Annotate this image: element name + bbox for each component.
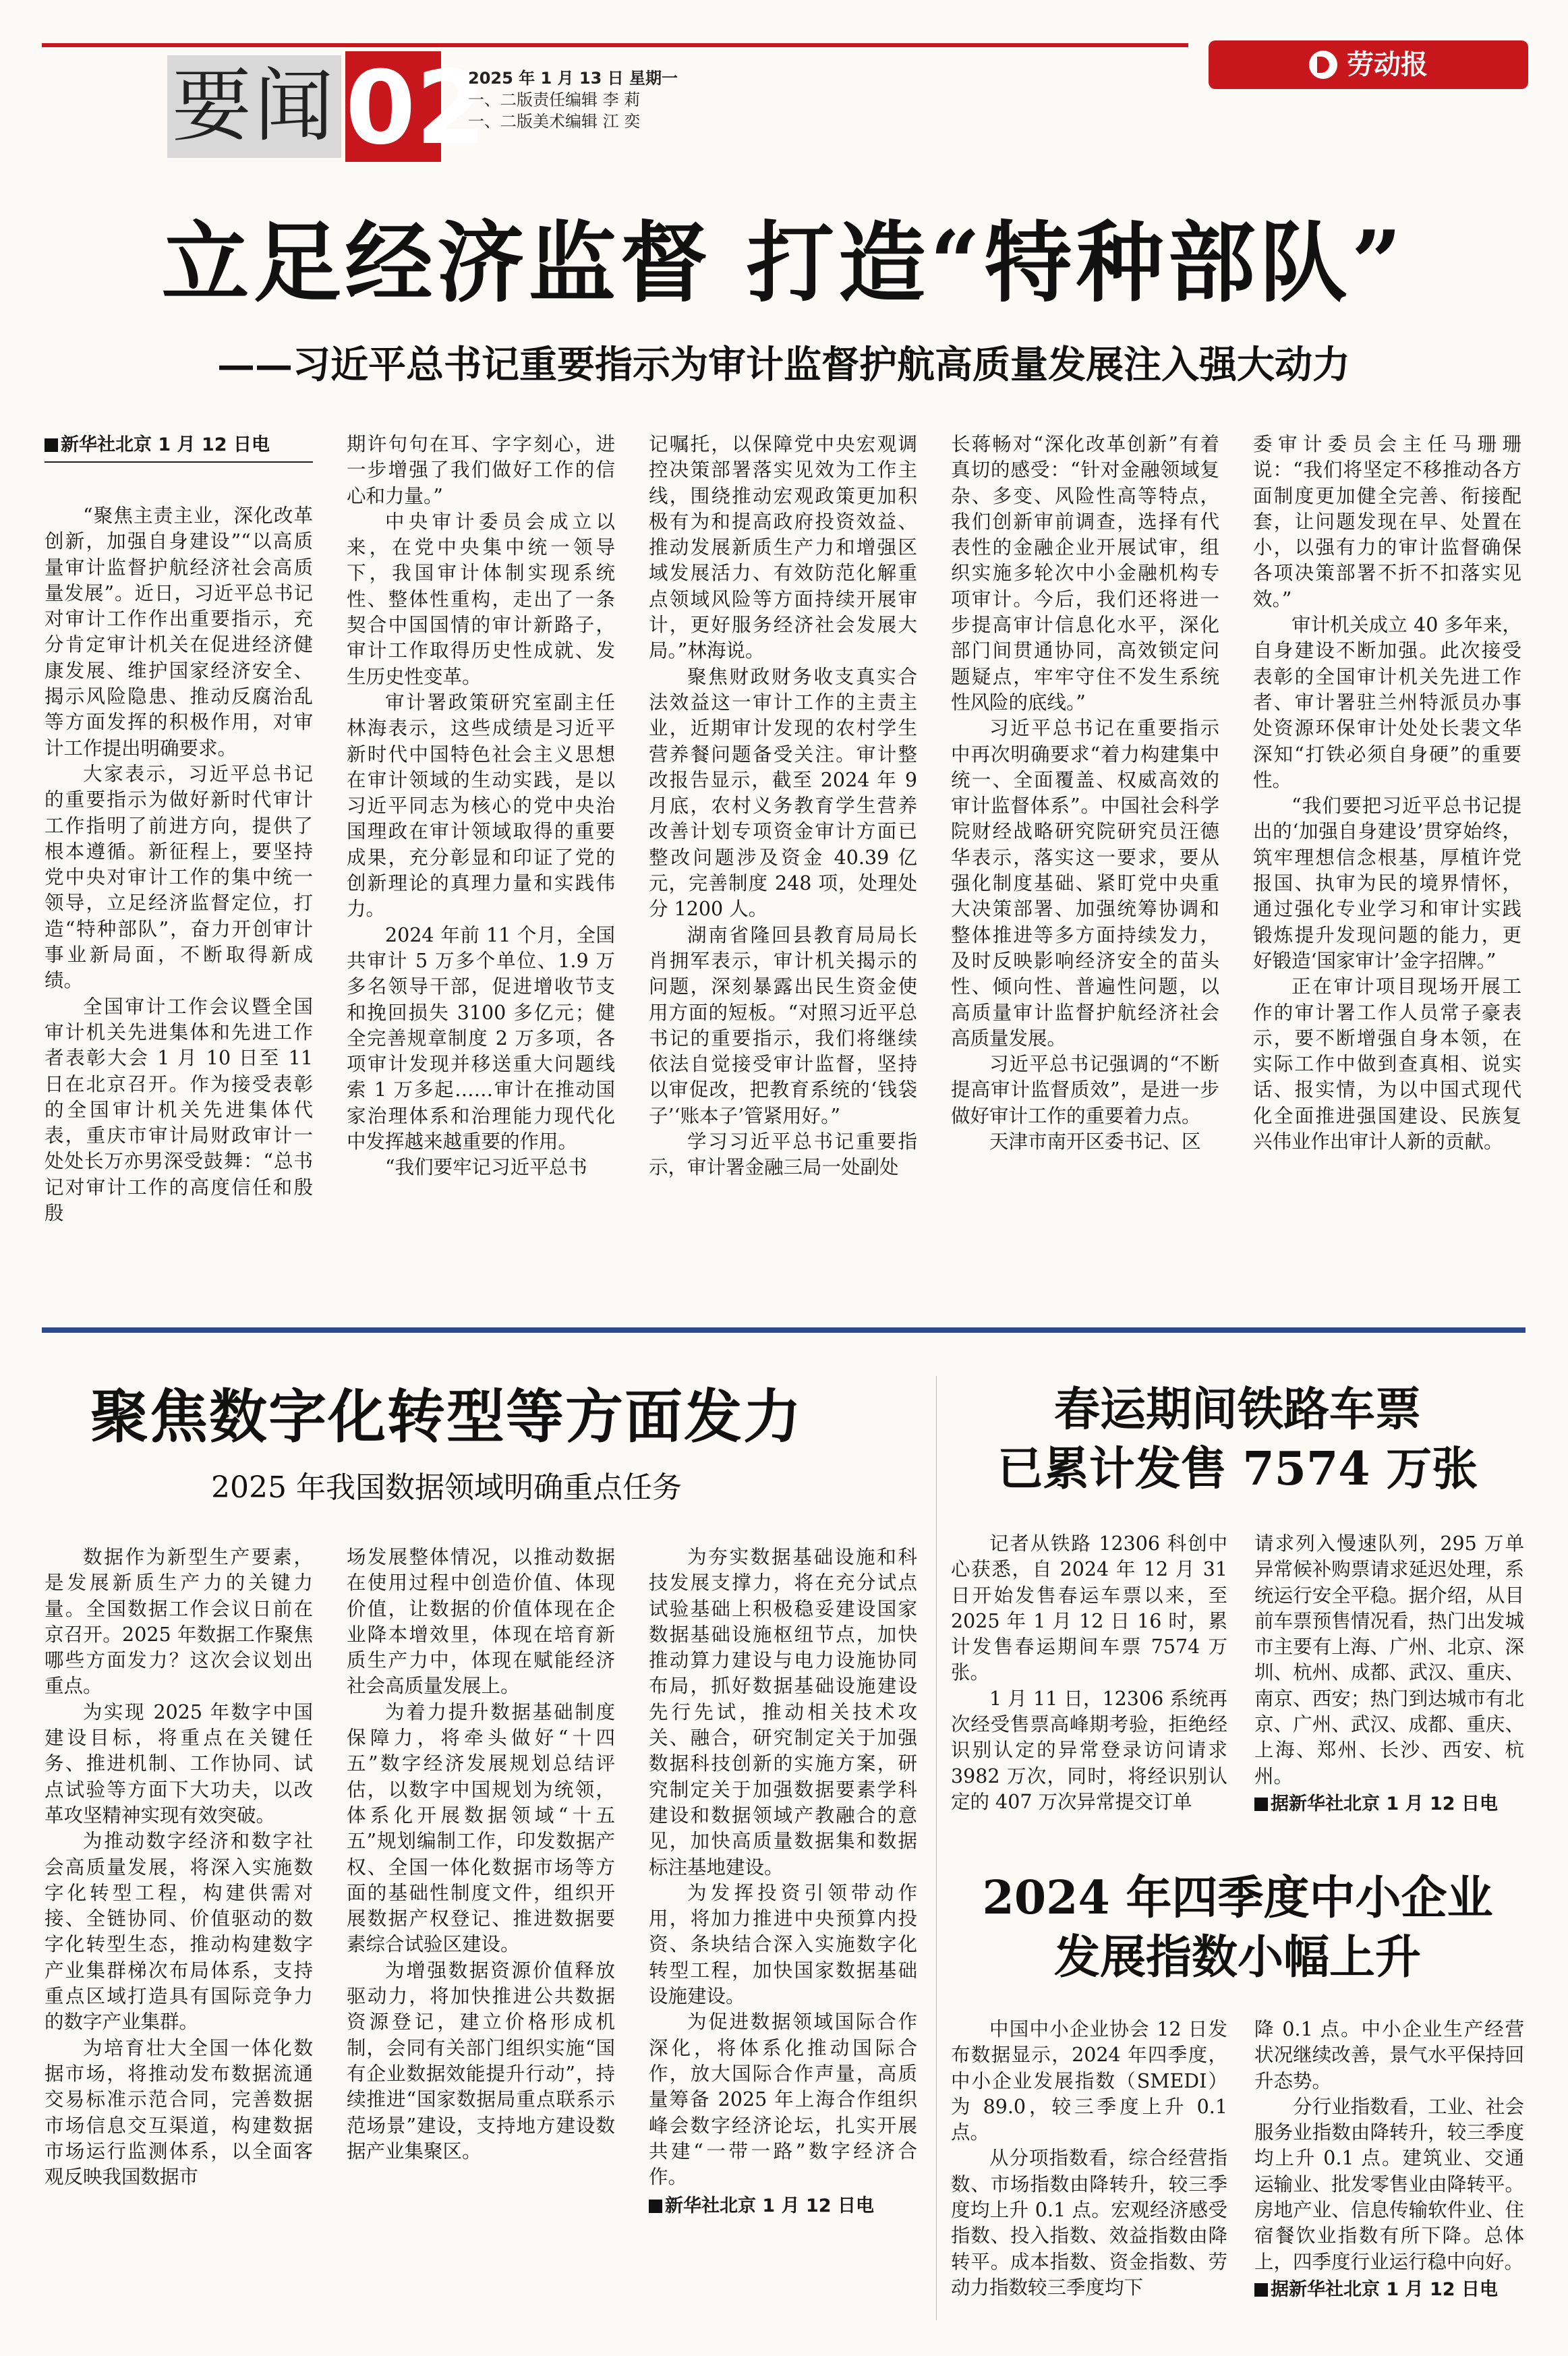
sme-headline-line-1: 2024 年四季度中小企业 — [982, 1871, 1493, 1925]
newspaper-brand — [1209, 40, 1528, 89]
paragraph: 为发挥投资引领带动作用，将加力推进中央预算内投资、条块结合深入实施数字化转型工程，加快国家数据基础设施建设。 — [649, 1881, 917, 2008]
lead-col-5 — [1253, 432, 1521, 1155]
paragraph: 记者从铁路 12306 科创中心获悉，自 2024 年 12 月 31 日开始发售春运车票以来，至 2025 年 1 月 12 日 16 时，累计发售春运期间车票 7574 万张。 — [951, 1532, 1227, 1684]
digital-dateline: 新华社北京 1 月 12 日电 — [649, 2193, 917, 2220]
paragraph: 从分项指数看，综合经营指数、市场指数由降转升，较三季度均上升 0.1 点。宏观经济感受指数、投入指数、效益指数由降转平。成本指数、资金指数、劳动力指数较三季度均下 — [951, 2147, 1227, 2299]
art-editor-credit: 一、二版美术编辑 江 奕 — [468, 112, 641, 131]
sme-col-1 — [951, 2017, 1227, 2301]
lead-col-1 — [45, 432, 313, 1226]
paragraph: 全国审计工作会议暨全国审计机关先进集体和先进工作者表彰大会 1 月 10 日至 11 日在北京召开。作为接受表彰的全国审计机关先进集体代表，重庆市审计局财政审计一处处长万亦男深受鼓舞：“总书记对审计工作的高度信任和殷殷 — [45, 995, 313, 1225]
rail-dateline: 据新华社北京 1 月 12 日电 — [1254, 1791, 1524, 1818]
dateline-underline — [45, 461, 313, 463]
sme-headline-line-2: 发展指数小幅上升 — [1053, 1930, 1421, 1984]
digital-col-2 — [347, 1545, 615, 2164]
page-number: 02 — [345, 50, 486, 167]
paragraph: 记嘱托，以保障党中央宏观调控决策部署落实见效为工作主线，围绕推动宏观政策更加积极有为和提高政府投资效益、推动发展新质生产力和增强区域发展活力、有效防范化解重点领域风险等方面持续开展审计，更好服务经济社会发展大局。”林海说。 — [649, 433, 917, 662]
paragraph: 湖南省隆回县教育局局长肖拥军表示，审计机关揭示的问题，深刻暴露出民生资金使用方面的短板。“对照习近平总书记的重要指示，我们将继续依法自觉接受审计监督，坚持以审促改，把教育系统的‘钱袋子’‘账本子’管紧用好。” — [649, 923, 917, 1127]
rail-headline-line-1: 春运期间铁路车票 — [1053, 1383, 1421, 1437]
paragraph: 为增强数据资源价值释放驱动力，将加快推进公共数据资源登记，建立价格形成机制，会同有关部门组织实施“国有企业数据效能提升行动”，持续推进“国家数据局重点联系示范场景”建设，支持地方建设数据产业集聚区。 — [347, 1959, 615, 2162]
paragraph: 审计署政策研究室副主任林海表示，这些成绩是习近平新时代中国特色社会主义思想在审计领域的生动实践，是以习近平同志为核心的党中央治国理政在审计领域取得的重要成果，充分彰显和印证了党的创新理论的真理力量和实践伟力。 — [347, 691, 615, 921]
sme-col-2 — [1254, 2017, 1524, 2303]
paragraph: 为着力提升数据基础制度保障力，将牵头做好“十四五”数字经济发展规划总结评估，以数字中国规划为统领，体系化开展数据领域“十五五”规划编制工作，印发数据产权、全国一体化数据市场等方面的基础性制度文件，组织开展数据产权登记、推进数据要素综合试验区建设。 — [347, 1700, 615, 1956]
digital-col-3-text — [649, 1545, 917, 2190]
digital-subheadline: 2025 年我国数据领域明确重点任务 — [211, 1470, 682, 1505]
rail-col-2 — [1254, 1531, 1524, 1818]
paragraph: 大家表示，习近平总书记的重要指示为做好新时代审计工作指明了前进方向，提供了根本遵循。新征程上，要坚持党中央对审计工作的集中统一领导，立足经济监督定位，打造“特种部队”，奋力开创审计事业新局面，不断取得新成绩。 — [45, 762, 313, 992]
paragraph: 为培育壮大全国一体化数据市场，将推动发布数据流通交易标准示范合同，完善数据市场信息交互渠道，构建数据市场运行监测体系，以全面客观反映我国数据市 — [45, 2036, 313, 2189]
newspaper-name: 劳动报 — [1347, 49, 1428, 80]
paragraph: 学习习近平总书记重要指示，审计署金融三局一处副处 — [649, 1130, 917, 1179]
paragraph: 为实现 2025 年数字中国建设目标，将重点在关键任务、推进机制、工作协同、试点试验等方面下大功夫，以改革攻坚精神实现有效突破。 — [45, 1700, 313, 1827]
digital-col-1 — [45, 1545, 313, 2190]
paragraph: 数据作为新型生产要素，是发展新质生产力的关键力量。全国数据工作会议日前在京召开。2025 年数据工作聚焦哪些方面发力？这次会议划出重点。 — [45, 1546, 313, 1698]
lead-col-3 — [649, 432, 917, 1181]
paragraph: 1 月 11 日，12306 系统再次经受售票高峰期考验，拒绝经识别认定的异常登录访问请求 3982 万次，同时，将经识别认定的 407 万次异常提交订单 — [951, 1687, 1227, 1813]
lead-headline: 立足经济监督 打造“特种部队” — [161, 211, 1406, 314]
lead-col-1-text — [45, 503, 313, 1226]
digital-headline: 聚焦数字化转型等方面发力 — [90, 1383, 803, 1451]
paragraph: 正在审计项目现场开展工作的审计署工作人员常子豪表示，要不断增强自身本领，在实际工作中做到查真相、说实话、报实情，为以中国式现代化全面推进强国建设、民族复兴伟业作出审计人新的贡献。 — [1253, 975, 1521, 1153]
lead-dateline: 新华社北京 1 月 12 日电 — [45, 432, 313, 459]
paragraph: “聚焦主责主业，深化改革创新，加强自身建设”“以高质量审计监督护航经济社会高质量发展”。近日，习近平总书记对审计工作作出重要指示，充分肯定审计机关在促进经济健康发展、维护国家经济安全、揭示风险隐患、推动反腐治乱等方面发挥的积极作用，对审计工作提出明确要求。 — [45, 505, 313, 759]
paragraph: 习近平总书记强调的“不断提高审计监督质效”，是进一步做好审计工作的重要着力点。 — [951, 1053, 1219, 1127]
paragraph: 中央审计委员会成立以来，在党中央集中统一领导下，我国审计体制实现系统性、整体性重构，走出了一条契合中国国情的审计新路子，审计工作取得历史性成就、发生历史性变革。 — [347, 510, 615, 688]
rail-col-2-text — [1254, 1531, 1524, 1789]
paragraph: 场发展整体情况，以推动数据在使用过程中创造价值、体现价值，让数据的价值体现在企业降本增效里，体现在培育新质生产力中，体现在赋能经济社会高质量发展上。 — [347, 1546, 615, 1698]
paragraph: 分行业指数看，工业、社会服务业指数由降转升，较三季度均上升 0.1 点。建筑业、交通运输业、批发零售业由降转平。房地产业、信息传输软件业、住宿餐饮业指数有所下降。总体上，四季度行业运行稳中向好。 — [1254, 2095, 1524, 2273]
square-bullet-icon — [45, 438, 58, 452]
rail-headline-line-2: 已累计发售 7574 万张 — [997, 1442, 1478, 1496]
paragraph: 习近平总书记在重要指示中再次明确要求“着力构建集中统一、全面覆盖、权威高效的审计监督体系”。中国社会科学院财经战略研究院研究员汪德华表示，落实这一要求，要从强化制度基础、紧盯党中央重大决策部署、加强统筹协调和整体推进等多方面持续发力，及时反映影响经济安全的苗头性、倾向性、普遍性问题，以高质量审计监督护航经济社会高质量发展。 — [951, 717, 1219, 1050]
paragraph: 2024 年前 11 个月，全国共审计 5 万多个单位、1.9 万多名领导干部，促进增收节支和挽回损失 3100 多亿元；健全完善规章制度 2 万多项，各项审计发现并移送重大问题线索 1 万多起……审计在推动国家治理体系和治理能力现代化中发挥越来越重要的作用。 — [347, 923, 615, 1153]
paragraph: 请求列入慢速队列，295 万单异常候补购票请求延迟处理，系统运行安全平稳。据介绍，从目前车票预售情况看，热门出发城市主要有上海、广州、北京、深圳、杭州、成都、武汉、重庆、南京、西安；热门到达城市有北京、广州、武汉、成都、重庆、上海、郑州、长沙、西安、杭州。 — [1254, 1532, 1524, 1787]
sme-dateline: 据新华社北京 1 月 12 日电 — [1254, 2276, 1524, 2303]
paragraph: 为促进数据领域国际合作深化，将体系化推动国际合作，放大国际合作声量，高质量筹备 2025 年上海合作组织峰会数字经济论坛，扎实开展共建“一带一路”数字经济合作。 — [649, 2011, 917, 2189]
paragraph: “我们要牢记习近平总书 — [385, 1156, 587, 1179]
section-title: 要闻 — [171, 59, 337, 152]
editor-credit: 一、二版责任编辑 李 莉 — [468, 90, 641, 109]
sme-col-2-text — [1254, 2017, 1524, 2275]
section-box — [167, 55, 341, 158]
paragraph: 长蒋畅对“深化改革创新”有着真切的感受：“针对金融领域复杂、多变、风险性高等特点，我们创新审前调查，选择有代表性的金融企业开展试审，组织实施多轮次中小金融机构专项审计。今后，我们还将进一步提高审计信息化水平，深化部门间贯通协同，高效锁定问题疑点，牢牢守住不发生系统性风险的底线。” — [951, 433, 1219, 714]
masthead-meta — [468, 67, 711, 132]
lead-subheadline: ——习近平总书记重要指示为审计监督护航高质量发展注入强大动力 — [217, 343, 1350, 387]
sme-headline — [951, 1868, 1524, 1987]
paragraph: 天津市南开区委书记、区 — [989, 1130, 1201, 1153]
issue-date: 2025 年 1 月 13 日 星期一 — [468, 69, 678, 88]
lead-col-4 — [951, 432, 1219, 1155]
section-divider — [42, 1327, 1526, 1333]
paragraph: 降 0.1 点。中小企业生产经营状况继续改善，景气水平保持回升态势。 — [1254, 2018, 1524, 2092]
square-bullet-icon — [1254, 1798, 1268, 1811]
paragraph: 聚焦财政财务收支真实合法效益这一审计工作的主责主业，近期审计发现的农村学生营养餐问题备受关注。审计整改报告显示，截至 2024 年 9 月底，农村义务教育学生营养改善计划专项资金审计方面已整改问题涉及资金 40.39 亿元，完善制度 248 项，处理处分 1200 人。 — [649, 665, 917, 921]
paragraph: 审计机关成立 40 多年来，自身建设不断加强。此次接受表彰的全国审计机关先进工作者、审计署驻兰州特派员办事处资源环保审计处处长裴文华深知“打铁必须自身硬”的重要性。 — [1253, 614, 1521, 791]
paragraph: 为夯实数据基础设施和科技发展支撑力，将在充分试点试验基础上积极稳妥建设国家数据基础设施枢纽节点，加快推动算力建设与电力设施协同布局，抓好数据基础设施建设先行先试，推动相关技术攻关、融合，研究制定关于加强数据科技创新的实施方案，研究制定关于加强数据要素学科建设和数据领域产教融合的意见，加快高质量数据集和数据标注基地建设。 — [649, 1546, 917, 1878]
paragraph: “我们要把习近平总书记提出的‘加强自身建设’贯穿始终，筑牢理想信念根基，厚植许党报国、执审为民的境界情怀，通过强化专业学习和审计实践锻炼提升发现问题的能力，更好锻造‘国家审计’金字招牌。” — [1253, 795, 1521, 972]
paragraph: 期许句句在耳、字字刻心，进一步增强了我们做好工作的信心和力量。” — [347, 433, 615, 507]
square-bullet-icon — [1254, 2283, 1268, 2297]
top-rule — [42, 43, 1188, 47]
column-divider — [936, 1376, 937, 2320]
lead-col-2 — [347, 432, 615, 1181]
rail-headline — [951, 1380, 1524, 1499]
square-bullet-icon — [649, 2200, 662, 2213]
logo-icon — [1309, 51, 1337, 79]
digital-col-3 — [649, 1545, 917, 2220]
paragraph: 委审计委员会主任马珊珊说：“我们将坚定不移推动各方面制度更加健全完善、衔接配套，让问题发现在早、处置在小，以强有力的审计监督确保各项决策部署不折不扣落实见效。” — [1253, 433, 1521, 610]
rail-col-1 — [951, 1531, 1227, 1815]
paragraph: 为推动数字经济和数字社会高质量发展，将深入实施数字化转型工程，构建供需对接、全链协同、价值驱动的数字化转型生态，推动构建数字产业集群梯次布局体系，支持重点区域打造具有国际竞争力的数字产业集群。 — [45, 1830, 313, 2034]
paragraph: 中国中小企业协会 12 日发布数据显示，2024 年四季度，中小企业发展指数（SMEDI）为 89.0，较三季度上升 0.1 点。 — [951, 2018, 1227, 2144]
